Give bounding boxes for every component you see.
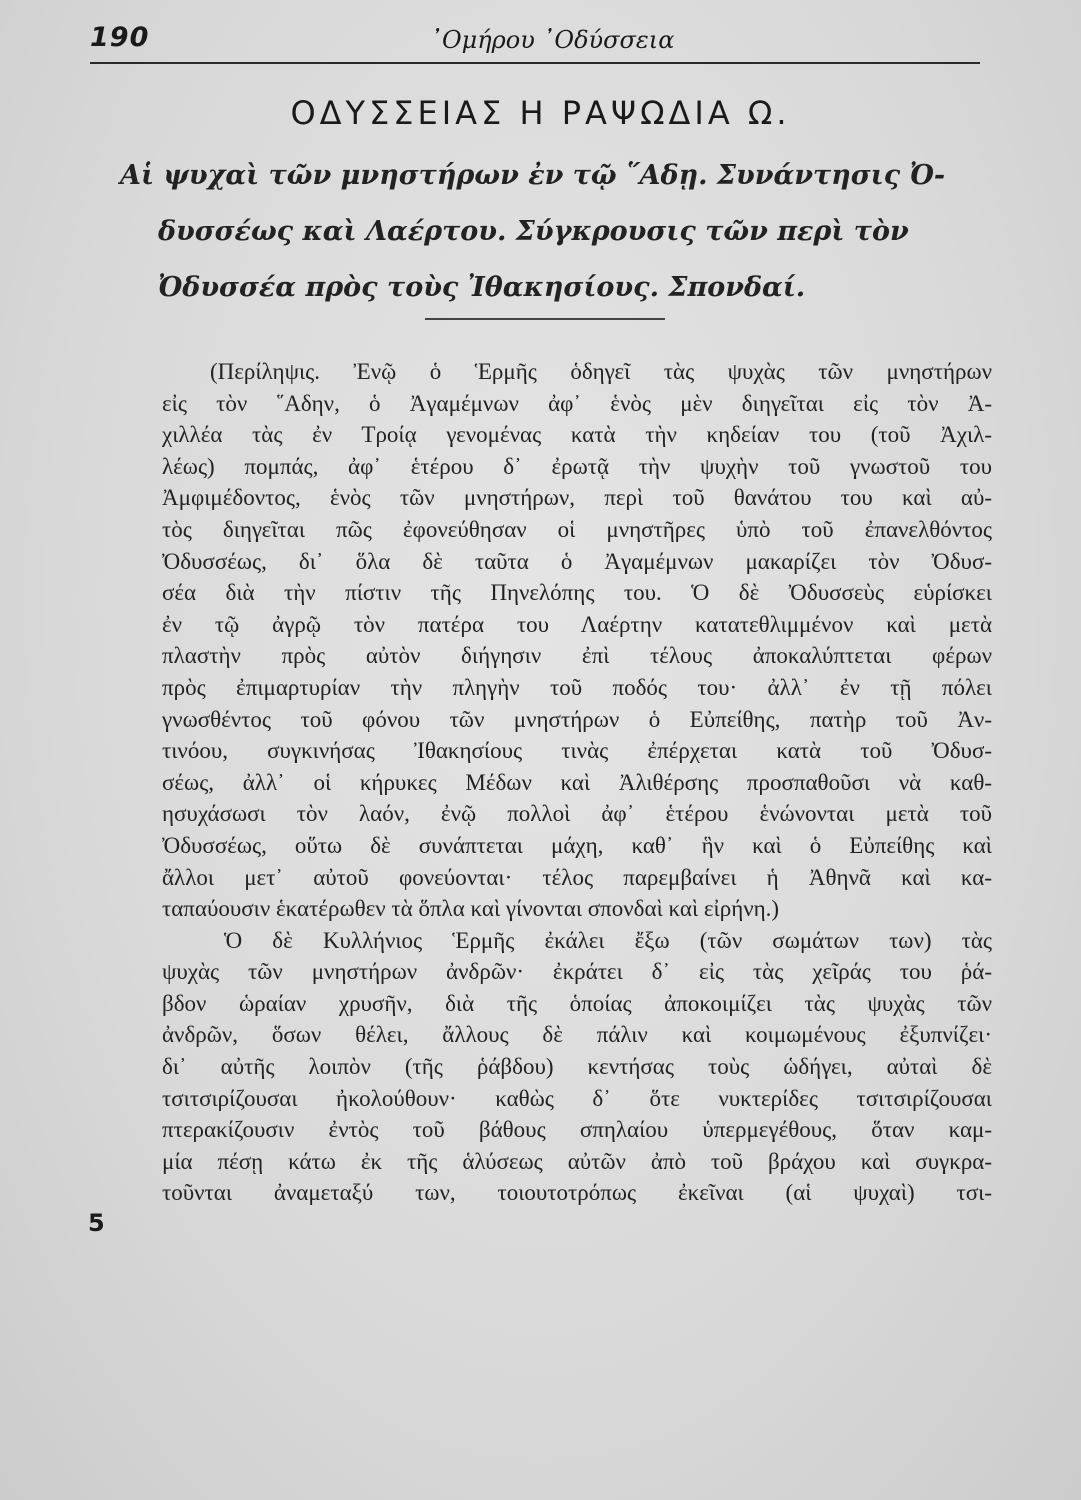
summary-line: τινόου, συγκινήσας Ἰθακησίους τινὰς ἐπέρχεται κατὰ τοῦ Ὀδυσ- <box>162 738 992 764</box>
summary-line: ησυχάσωσι τὸν λαόν, ἐνῷ πολλοὶ ἀφ᾽ ἑτέρου ἑνώνονται μετὰ τοῦ <box>162 801 992 827</box>
text-line: ψυχὰς τῶν μνηστήρων ἀνδρῶν· ἐκράτει δ᾽ εἰς τὰς χεῖράς του ῥά- <box>162 959 992 985</box>
summary-heading-line: Αἱ ψυχαὶ τῶν μνηστήρων ἐν τῷ ῞Αδῃ. Συνάντησις Ὀ- <box>120 160 946 191</box>
body-text <box>162 356 992 1209</box>
text-line: πτερακίζουσιν ἐντὸς τοῦ βάθους σπηλαίου ὑπερμεγέθους, ὅταν καμ- <box>162 1117 992 1143</box>
section-divider <box>425 318 665 320</box>
text-line: μία πέσῃ κάτω ἐκ τῆς ἁλύσεως αὐτῶν ἀπὸ τοῦ βράχου καὶ συγκρα- <box>162 1148 992 1174</box>
summary-line: πλαστὴν πρὸς αὐτὸν διήγησιν ἐπὶ τέλους ἀποκαλύπτεται φέρων <box>162 643 992 669</box>
running-title: ᾿Ομήρου ᾿Οδύσσεια <box>430 26 675 54</box>
summary-line: (Περίληψις. Ἐνῷ ὁ Ἑρμῆς ὁδηγεῖ τὰς ψυχὰς τῶν μνηστήρων <box>210 359 992 384</box>
text-line: βδον ὡραίαν χρυσῆν, διὰ τῆς ὁποίας ἀποκοιμίζει τὰς ψυχὰς τῶν <box>162 990 992 1016</box>
summary-line: ἄλλοι μετ᾽ αὐτοῦ φονεύονται· τέλος παρεμβαίνει ἡ Ἀθηνᾶ καὶ κα- <box>162 864 992 890</box>
summary-line: σέως, ἀλλ᾽ οἱ κήρυκες Μέδων καὶ Ἀλιθέρσης προσπαθοῦσι νὰ καθ- <box>162 769 992 795</box>
book-title: ΟΔΥΣΣΕΙΑΣ Η ΡΑΨΩΔΙΑ Ω. <box>290 94 791 132</box>
text-line: τοῦνται ἀναμεταξύ των, τοιουτοτρόπως ἐκεῖναι (αἱ ψυχαὶ) τσι- <box>162 1180 992 1206</box>
summary-line: πρὸς ἐπιμαρτυρίαν τὴν πληγὴν τοῦ ποδός του· ἀλλ᾽ ἐν τῇ πόλει <box>162 674 992 700</box>
text-line: τσιτσιρίζουσαι ἠκολούθουν· καθὼς δ᾽ ὅτε νυκτερίδες τσιτσιρίζουσαι <box>162 1085 992 1111</box>
text-line: δι᾽ αὐτῆς λοιπὸν (τῆς ῥάβδου) κεντήσας τοὺς ὡδήγει, αὐταὶ δὲ <box>162 1054 992 1080</box>
text-line: ἀνδρῶν, ὅσων θέλει, ἄλλους δὲ πάλιν καὶ κοιμωμένους ἐξυπνίζει· <box>162 1022 992 1048</box>
summary-line: ταπαύουσιν ἑκατέρωθεν τὰ ὅπλα καὶ γίνονται σπονδαὶ καὶ εἰρήνη.) <box>162 896 780 922</box>
summary-heading-line: δυσσέως καὶ Λαέρτου. Σύγκρουσις τῶν περὶ τὸν <box>158 216 909 247</box>
summary-line: Ὀδυσσέως, οὕτω δὲ συνάπτεται μάχη, καθ᾽ ἣν καὶ ὁ Εὐπείθης καὶ <box>162 832 992 858</box>
summary-line: Ἀμφιμέδοντος, ἑνὸς τῶν μνηστήρων, περὶ τοῦ θανάτου του καὶ αὐ- <box>162 485 992 511</box>
summary-line: χιλλέα τὰς ἐν Τροίᾳ γενομένας κατὰ τὴν κηδείαν του (τοῦ Ἀχιλ- <box>162 422 992 448</box>
summary-line: λέως) πομπάς, ἀφ᾽ ἑτέρου δ᾽ ἐρωτᾷ τὴν ψυχὴν τοῦ γνωστοῦ του <box>162 453 992 479</box>
verse-line-number: 5 <box>88 1209 105 1237</box>
summary-heading <box>90 148 970 316</box>
summary-heading-line: Ὀδυσσέα πρὸς τοὺς Ἰθακησίους. Σπονδαί. <box>158 272 806 303</box>
header-rule <box>90 62 980 64</box>
page-header <box>90 22 990 66</box>
summary-line: γνωσθέντος τοῦ φόνου τῶν μνηστήρων ὁ Εὐπείθης, πατὴρ τοῦ Ἀν- <box>162 706 992 732</box>
page-number: 190 <box>90 22 150 53</box>
summary-line: σέα διὰ τὴν πίστιν τῆς Πηνελόπης του. Ὁ δὲ Ὀδυσσεὺς εὑρίσκει <box>162 580 992 606</box>
summary-line: τὸς διηγεῖται πῶς ἐφονεύθησαν οἱ μνηστῆρες ὑπὸ τοῦ ἐπανελθόντος <box>162 516 992 542</box>
text-line: Ὁ δὲ Κυλλήνιος Ἑρμῆς ἐκάλει ἔξω (τῶν σωμάτων των) τὰς <box>224 927 992 953</box>
summary-line: ἐν τῷ ἀγρῷ τὸν πατέρα του Λαέρτην κατατεθλιμμένον καὶ μετὰ <box>162 611 992 637</box>
summary-line: εἰς τὸν ῞Αδην, ὁ Ἀγαμέμνων ἀφ᾽ ἑνὸς μὲν διηγεῖται εἰς τὸν Ἀ- <box>162 390 992 416</box>
summary-line: Ὀδυσσέως, δι᾽ ὅλα δὲ ταῦτα ὁ Ἀγαμέμνων μακαρίζει τὸν Ὀδυσ- <box>162 548 992 574</box>
